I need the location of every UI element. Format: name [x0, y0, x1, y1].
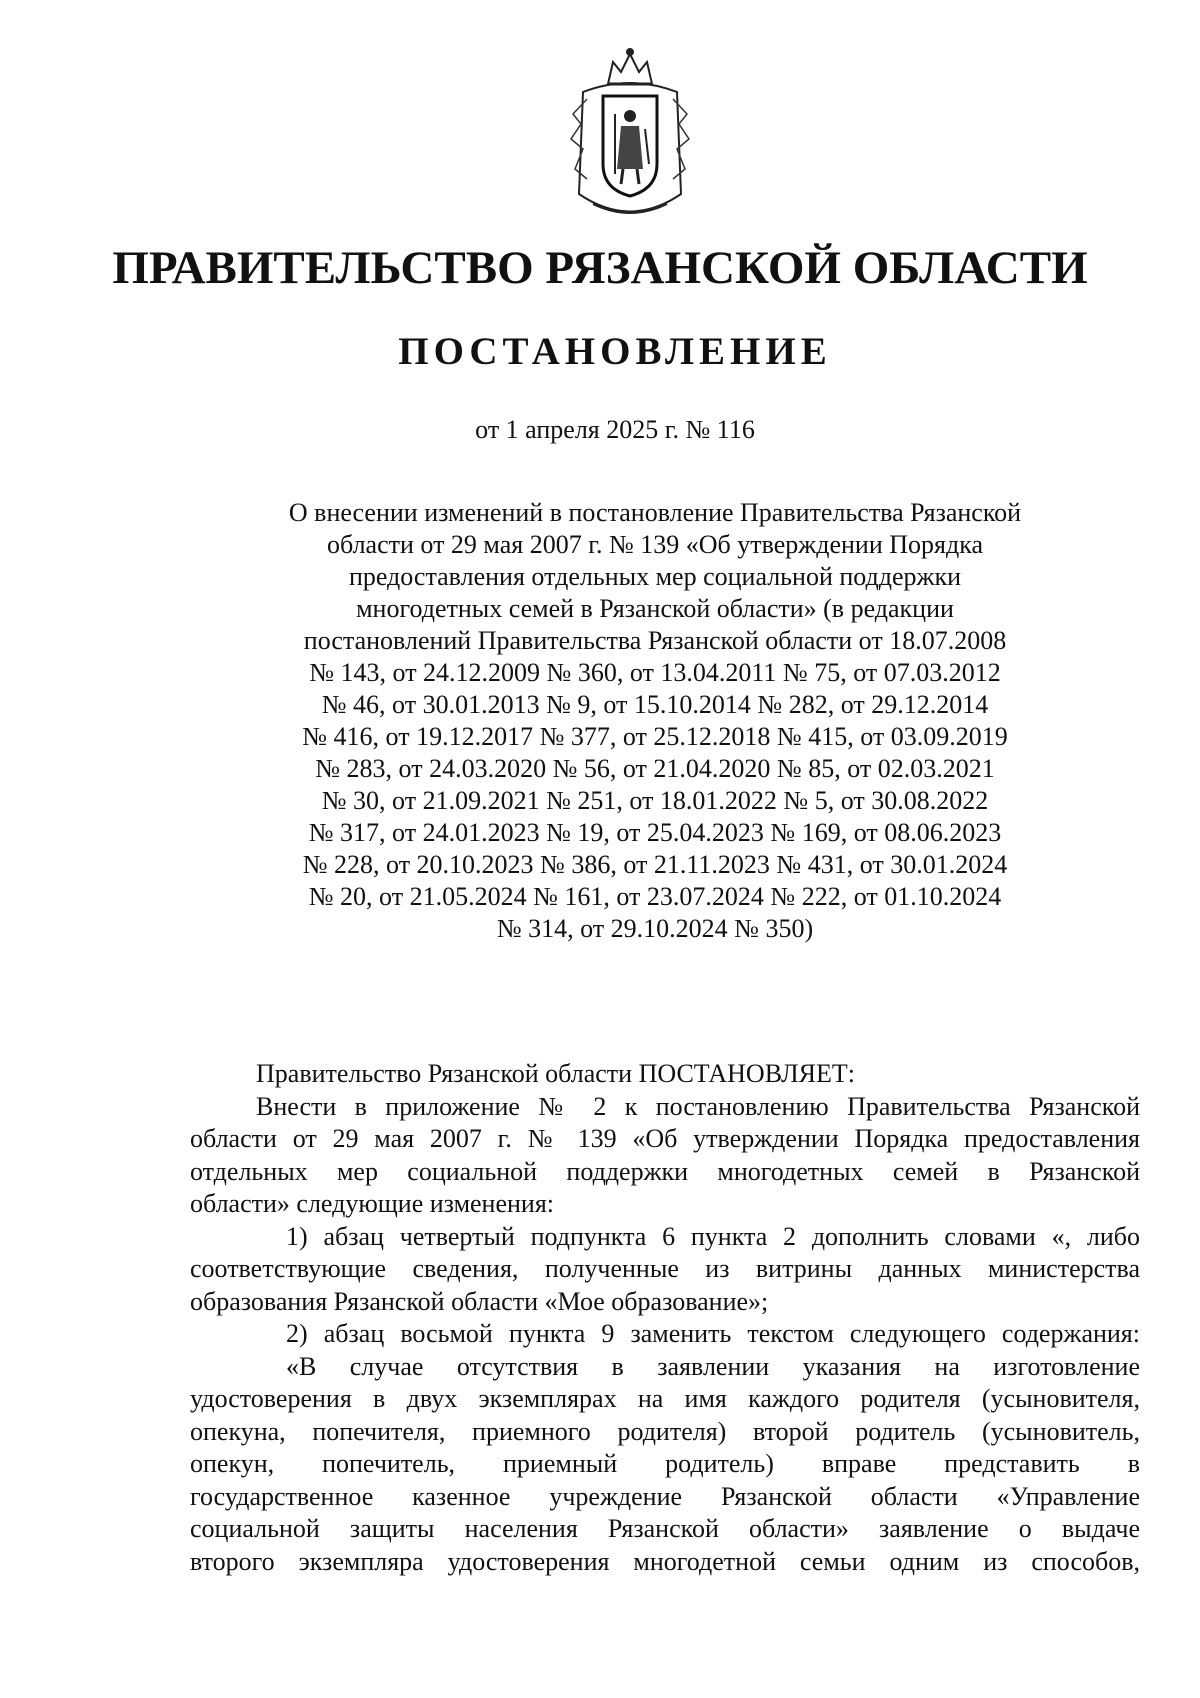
- body-line: образования Рязанской области «Мое образование»;: [190, 1286, 769, 1316]
- subject-line: № 317, от 24.01.2023 № 19, от 25.04.2023 № 169, от 08.06.2023: [308, 818, 1002, 847]
- body-line: соответствующие сведения, полученные из витрины данных министерства: [190, 1254, 1140, 1283]
- body-line: Внести в приложение № 2 к постановлению Правительства Рязанской: [256, 1091, 1140, 1121]
- subject-line: области от 29 мая 2007 г. № 139 «Об утверждении Порядка: [327, 530, 983, 559]
- body-line: области от 29 мая 2007 г. № 139 «Об утверждении Порядка предоставления: [190, 1124, 1140, 1153]
- document-body: [190, 1058, 1140, 1578]
- subject-line: О внесении изменений в постановление Правительства Рязанской: [288, 498, 1022, 527]
- body-line: «В случае отсутствия в заявлении указания на изготовление: [286, 1351, 1140, 1381]
- body-line: Правительство Рязанской области ПОСТАНОВЛЯЕТ:: [256, 1059, 856, 1088]
- subject-line: № 46, от 30.01.2013 № 9, от 15.10.2014 № 282, от 29.12.2014: [321, 690, 989, 719]
- subject-line: предоставления отдельных мер социальной поддержки: [348, 562, 962, 591]
- body-line: 2) абзац восьмой пункта 9 заменить текстом следующего содержания:: [286, 1319, 1140, 1348]
- government-title: ПРАВИТЕЛЬСТВО РЯЗАНСКОЙ ОБЛАСТИ: [112, 242, 1088, 294]
- body-line: второго экземпляра удостоверения многодетной семьи одним из способов,: [190, 1546, 1140, 1576]
- ryazan-coat-of-arms-icon: [563, 44, 697, 224]
- body-line: опекуна, попечителя, приемного родителя) второй родитель (усыновитель,: [190, 1416, 1140, 1446]
- subject-line: многодетных семей в Рязанской области» (в редакции: [356, 594, 954, 623]
- subject-line: № 143, от 24.12.2009 № 360, от 13.04.2011 № 75, от 07.03.2012: [309, 658, 1001, 687]
- body-line: опекун, попечитель, приемный родитель) вправе представить в: [190, 1449, 1140, 1478]
- subject-line: № 228, от 20.10.2023 № 386, от 21.11.2023 № 431, от 30.01.2024: [302, 850, 1008, 879]
- subject-line: № 314, от 29.10.2024 № 350): [496, 914, 814, 943]
- subject-line: № 283, от 24.03.2020 № 56, от 21.04.2020 № 85, от 02.03.2021: [315, 754, 995, 783]
- body-line: государственное казенное учреждение Рязанской области «Управление: [190, 1481, 1140, 1511]
- document-date-number: от 1 апреля 2025 г. № 116: [475, 415, 755, 444]
- subject-line: № 20, от 21.05.2024 № 161, от 23.07.2024 № 222, от 01.10.2024: [308, 882, 1002, 911]
- document-subject: [250, 497, 1060, 945]
- body-line: удостоверения в двух экземплярах на имя каждого родителя (усыновителя,: [190, 1384, 1140, 1413]
- body-line: области» следующие изменения:: [190, 1189, 555, 1218]
- subject-line: № 30, от 21.09.2021 № 251, от 18.01.2022 № 5, от 30.08.2022: [321, 786, 989, 815]
- subject-line: № 416, от 19.12.2017 № 377, от 25.12.2018 № 415, от 03.09.2019: [302, 722, 1008, 751]
- subject-line: постановлений Правительства Рязанской области от 18.07.2008: [303, 626, 1007, 655]
- document-type: ПОСТАНОВЛЕНИЕ: [398, 330, 832, 373]
- body-line: социальной защиты населения Рязанской области» заявление о выдаче: [190, 1514, 1140, 1543]
- body-line: отдельных мер социальной поддержки многодетных семей в Рязанской: [190, 1156, 1140, 1186]
- body-line: 1) абзац четвертый подпункта 6 пункта 2 дополнить словами «, либо: [286, 1221, 1140, 1251]
